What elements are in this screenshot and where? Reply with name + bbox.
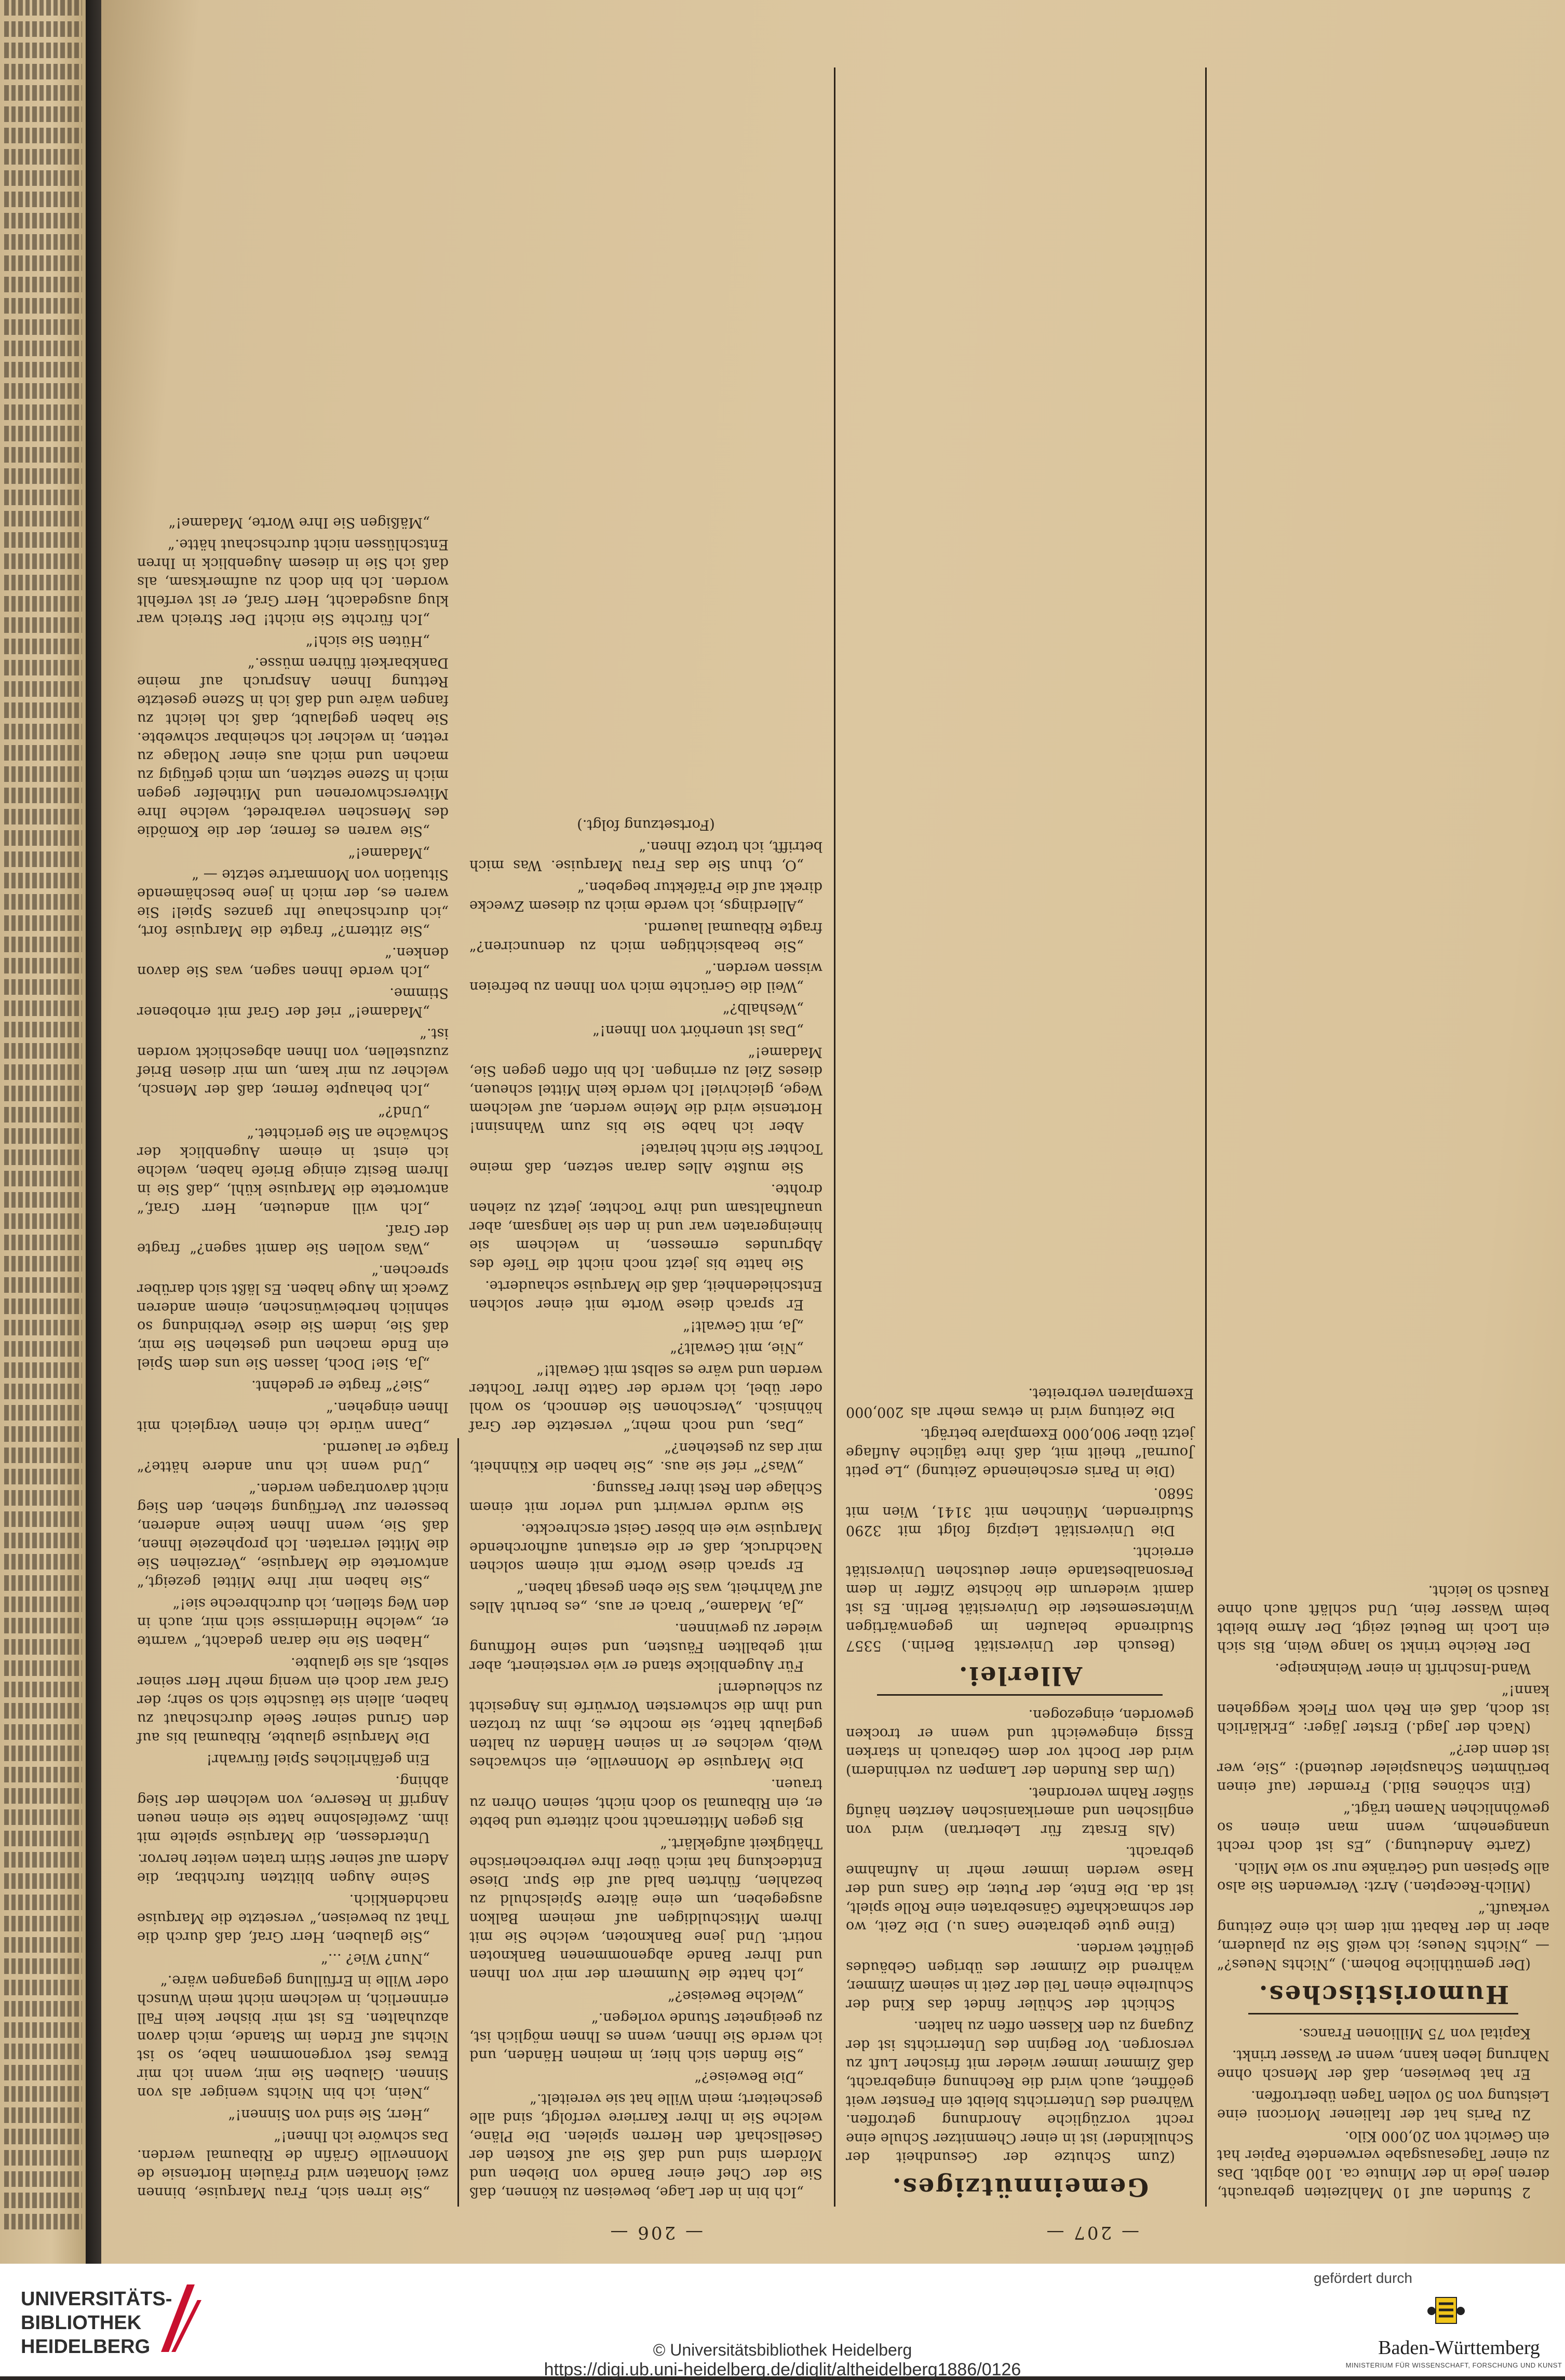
paragraph: „Ja, Madame,“ brach er aus, „es beruht Alles auf Wahrheit, was Sie eben gesagt haben.“: [469, 1580, 822, 1615]
adjacent-text-line: [4, 1746, 82, 1761]
adjacent-text-line: [4, 788, 82, 803]
paragraph: Die Universität Leipzig folgt mit 3290 Studirenden, München mit 3141, Wien mit 5680.: [846, 1485, 1194, 1538]
adjacent-text-line: [4, 979, 82, 995]
column-divider-right-a: [1205, 67, 1207, 2207]
library-name-line2: BIBLIOTHEK: [21, 2312, 142, 2334]
adjacent-text-line: [4, 1107, 82, 1123]
adjacent-text-line: [4, 575, 82, 590]
adjacent-text-line: [4, 1171, 82, 1186]
adjacent-text-line: [4, 894, 82, 910]
adjacent-text-line: [4, 1724, 82, 1740]
paragraph: „Allerdings, ich werde mich zu diesem Zwecke direkt auf die Präfektur begeben.“: [469, 879, 822, 914]
paragraph: „Und wenn ich nun andere hätte?“ fragte er lauernd.: [137, 1440, 449, 1475]
adjacent-text-line: [4, 149, 82, 165]
adjacent-text-line: [4, 1533, 82, 1548]
paragraph: Der Reiche trinkt so lange Wein, Bis sich ein Loch im Beutel zeigt, Der Arme bleibt beim Wasser fein, Und schläft auch ohne Rausch so leicht.: [1217, 1583, 1549, 1655]
paragraph: „O, thun Sie das Frau Marquise. Was mich betrifft, ich trotze Ihnen.“: [469, 839, 822, 873]
adjacent-text-line: [4, 851, 82, 867]
adjacent-text-line: [4, 0, 82, 16]
paragraph: Unterdessen, die Marquise spielte mit ihm. Zweifelsohne hatte sie einen neuen Angriff in Reserve, von welchem der Sieg abhing.: [137, 1773, 449, 1845]
adjacent-text-line: [4, 64, 82, 79]
page-number-left: — 206 —: [608, 2222, 703, 2243]
paragraph: (Fortsetzung folgt.): [577, 817, 715, 833]
adjacent-text-line: [4, 1150, 82, 1165]
adjacent-text-line: [4, 617, 82, 633]
paragraph: „Ich werde Ihnen sagen, was Sie davon denken.“: [137, 944, 449, 979]
paragraph: „Ich hatte die Nummern der mir von Ihnen und Ihrer Bande abgenommenen Banknoten notirt. Und jene Banknoten, welche Sie mit Ihrem Mitschuldigen auf meinem Balkon ausgegeben, um eine ältere Spielschuld zu bezahlen, führten bald auf die Spur. Diese Entdeckung hat mich über Ihre verbrecherische Thätigkeit aufgeklärt.“: [469, 1835, 822, 1982]
adjacent-text-line: [4, 1426, 82, 1442]
library-name-line3: HEIDELBERG: [21, 2336, 151, 2358]
adjacent-text-line: [4, 1618, 82, 1633]
funder-ministry: MINISTERIUM FÜR WISSENSCHAFT, FORSCHUNG UND KUNST: [1345, 2361, 1562, 2369]
adjacent-text-line: [4, 1384, 82, 1399]
adjacent-text-line: [4, 85, 82, 101]
paragraph: Ein gefährliches Spiel fürwahr!: [206, 1751, 430, 1767]
adjacent-text-line: [4, 1597, 82, 1612]
section-rule: [877, 1694, 1163, 1696]
paragraph: „Sie irren sich, Frau Marquise, binnen zwei Monaten wird Fräulein Hortensie de Monneville Gräfin de Ribaumal werden. Das schwöre ich Ihnen!“: [137, 2128, 449, 2200]
adjacent-text-line: [4, 745, 82, 761]
adjacent-text-line: [4, 1639, 82, 1655]
paragraph: Sie mußte Alles daran setzen, daß meine Tochter Sie nicht heirate!: [469, 1141, 822, 1175]
paragraph: „Die Beweise?“: [694, 2069, 804, 2085]
adjacent-text-line: [4, 511, 82, 526]
adjacent-text-line: [4, 1980, 82, 1995]
section-rule: [1248, 2013, 1518, 2014]
adjacent-text-line: [4, 468, 82, 484]
adjacent-text-line: [4, 1022, 82, 1037]
adjacent-text-line: [4, 2129, 82, 2144]
adjacent-text-line: [4, 1831, 82, 1846]
paragraph: „Ja, mit Gewalt!“: [683, 1318, 804, 1334]
adjacent-text-line: [4, 1852, 82, 1868]
paragraph: „Sie zittern?“ fragte die Marquise fort, „ich durchschaue Ihr ganzes Spiel! Sie waren es, der mich in jene beschämende Situation von Monmartre setzte — “: [137, 867, 449, 939]
adjacent-text-line: [4, 532, 82, 548]
adjacent-text-line: [4, 724, 82, 739]
paragraph: „Ich bin in der Lage, beweisen zu können, daß Sie der Chef einer Bande von Dieben und Mördern sind und daß Sie auf Kosten der Gesellschaft den Herren spielen. Die Pläne, welche Sie in Ihrer Karriere verfolgt, sind alle gescheitert; mein Wille hat sie vereitelt.“: [469, 2091, 822, 2200]
adjacent-text-line: [4, 553, 82, 569]
adjacent-text-line: [4, 2065, 82, 2080]
paragraph: „Haben Sie nie daran gedacht,“ warnte er, „welche Hindernisse sich mir, auch in den Weg stellen, ich durchbreche sie!“: [137, 1595, 449, 1649]
adjacent-text-line: [4, 1341, 82, 1357]
paragraph: (Um das Runden der Lampen zu verhindern) wird der Docht vor dem Gebrauch in starken Essig eingeweicht und wenn er trocken geworden, eingezogen.: [846, 1707, 1194, 1779]
paragraph: „Weil die Gerüchte mich von Ihnen zu befreien wissen werden.“: [469, 960, 822, 995]
paragraph: „Und?“: [378, 1103, 430, 1119]
adjacent-text-line: [4, 234, 82, 250]
paragraph: „Nun? Wie? ...“: [321, 1951, 430, 1967]
paragraph: (Der gemüthliche Bohem.) „Nichts Neues?“ — „Nichts Neues; ich weiß Sie zu plaudern, aber in der Rabatt mit dem ich eine Zeitung verkauft.“: [1217, 1900, 1549, 1972]
adjacent-text-line: [4, 1490, 82, 1506]
adjacent-text-line: [4, 660, 82, 675]
paragraph: Sie hatte bis jetzt noch nicht die Tiefe des Abgrundes ermessen, in welchem sie hineingeraten war und in den sie langsam, aber unaufhaltsam und ihre Tochter, jetzt zu ziehen drohte.: [469, 1181, 822, 1272]
paragraph: (Milch-Recepten.) Arzt: Verwenden Sie also alle Speisen und Getränke nur so wie Milch.: [1217, 1860, 1549, 1895]
paragraph: (Zum Schutze der Gesundheit der Schulkinder) ist in einer Chemnitzer Schule eine recht vorzügliche Anordnung getroffen. Während des Unterrichts bleibt ein Fenster weit geöffnet, auch wird die Rechnung eingebracht, daß Zimmer immer wieder mit frischer Luft zu versorgen. Vor Beginn des Unterrichts ist der Zugang zu den Klassen offen zu halten.: [846, 2018, 1194, 2165]
adjacent-text-line: [4, 490, 82, 505]
adjacent-text-line: [4, 1809, 82, 1825]
right-page-column-1: [846, 1163, 1194, 2201]
paragraph: Er hat bewiesen, daß der Mensch ohne Nahrung leben kann, wenn er Wasser trinkt.: [1217, 2047, 1549, 2082]
adjacent-text-line: [4, 2001, 82, 2017]
adjacent-text-line: [4, 1937, 82, 1953]
adjacent-text-line: [4, 1448, 82, 1463]
adjacent-text-line: [4, 681, 82, 697]
adjacent-page-strip: [0, 0, 86, 2264]
scanned-page: [101, 0, 1565, 2264]
adjacent-text-line: [4, 1320, 82, 1335]
adjacent-text-line: [4, 447, 82, 463]
adjacent-text-line: [4, 1895, 82, 1910]
adjacent-text-line: [4, 2193, 82, 2208]
adjacent-text-line: [4, 43, 82, 58]
adjacent-text-line: [4, 383, 82, 399]
paragraph: „Sie beabsichtigen mich zu denunciren?“ fragte Ribaumal lauernd.: [469, 919, 822, 954]
paragraph: „Sie waren es ferner, der die Komödie des Menschen verabredet, welche Ihre Mitverschworenen und Mithelfer gegen mich in Szene setzten, um mich gefügig zu machen und mich aus einer Notlage zu retten, in welcher ich scheinbar schwebte. Sie haben geglaubt, daß ich leicht zu fangen wäre und daß ich in Szene gesetzte Rettung Ihnen Anspruch auf meine Dankbarkeit führen müsse.“: [137, 655, 449, 839]
adjacent-text-line: [4, 426, 82, 441]
adjacent-text-line: [4, 1235, 82, 1250]
adjacent-text-line: [4, 1299, 82, 1314]
adjacent-text-line: [4, 1362, 82, 1378]
adjacent-text-line: [4, 1703, 82, 1719]
adjacent-text-line: [4, 1554, 82, 1570]
paragraph: Schicht der Schüler findet das Kind der Schulreihe einen Teil der Zeit in seinem Zimmer, während die Zimmer des übrigen Gebäudes gelüftet werden.: [846, 1940, 1194, 2012]
paragraph: „Ja, Sie! Doch, lassen Sie uns dem Spiel ein Ende machen und gestehen Sie mir, daß Sie, indem Sie diese Verbindung so sehnlich herbeiwünschen, einem anderen Zweck im Auge haben. Es läßt sich darüber sprechen.“: [137, 1262, 449, 1372]
funded-by-label: gefördert durch: [1314, 2270, 1412, 2286]
column-divider-center: [834, 67, 835, 2207]
adjacent-text-line: [4, 1256, 82, 1272]
adjacent-text-line: [4, 809, 82, 824]
paragraph: (Besuch der Universität Berlin.) 5357 Studirende belaufen im gegenwärtigen Wintersemester die Universität Berlin. Es ist damit wiederum die höchste Ziffer in dem Personalbestande einer deutschen Universität erreicht.: [846, 1544, 1194, 1654]
column-divider-left-a: [457, 1438, 459, 2207]
paragraph: „Ich will andeuten, Herr Graf,“ antwortete die Marquise kühl, „daß Sie in Ihrem Besitz einige Briefe haben, welche ich einst in einem Augenblick der Schwäche an Sie gerichtet.“: [137, 1125, 449, 1216]
adjacent-text-line: [4, 255, 82, 271]
paragraph: „Nie, mit Gewalt?“: [670, 1340, 804, 1356]
copyright-notice: © Universitätsbibliothek Heidelberg: [653, 2341, 912, 2359]
rotated-page-content: [101, 0, 1565, 2264]
paragraph: „Mäßigen Sie Ihre Worte, Madame!“: [168, 515, 430, 531]
paragraph: Für Augenblicke stand er wie versteinert, aber mit geballten Fäusten, und seine Hoffnung wieder zu gewinnen.: [469, 1620, 822, 1674]
section-title-allerlei: Allerlei.: [957, 1661, 1083, 1690]
page-number-right: — 207 —: [1044, 2222, 1139, 2243]
adjacent-text-line: [4, 1958, 82, 1974]
baden-wuerttemberg-coat-of-arms-icon: [1425, 2292, 1467, 2334]
paragraph: Kapital von 75 Millionen Francs.: [1298, 2025, 1531, 2041]
paragraph: „Madame!“ rief der Graf mit erhobener Stimme.: [137, 985, 449, 1020]
section-title-humoristisches: Humoristisches.: [1257, 1980, 1509, 2009]
adjacent-text-line: [4, 2214, 82, 2229]
paragraph: „Hüten Sie sich!“: [305, 633, 430, 649]
paragraph: (Zarte Andeutung.) „Es ist doch recht unangenehm, wenn man einen so gewöhnlichen Namen trägt.“: [1217, 1801, 1549, 1854]
paragraph: Zu Paris hat der Italiener Moriconi eine Leistung von 50 vollen Tagen übertroffen.: [1217, 2088, 1549, 2122]
paragraph: „Das ist unerhört von Ihnen!“: [592, 1022, 804, 1038]
paragraph: Wand-Inschrift in einer Weinkneipe.: [1275, 1660, 1531, 1676]
right-page-column-2: [1217, 1163, 1549, 2201]
adjacent-text-line: [4, 1192, 82, 1208]
adjacent-text-line: [4, 1873, 82, 1889]
paragraph: Er sprach diese Worte mit einem solchen Nachdruck, daß er die erstaunt aufhorchende Marquise wie ein böser Geist erschreckte.: [469, 1521, 822, 1574]
paragraph: Bis gegen Mitternacht noch zitterte und bebte er, ein Ribaumal so doch nicht, seinen Ohren zu trauen.: [469, 1776, 822, 1830]
paragraph: (Die in Paris erscheinende Zeitung) „Le petit Journal“ theilt mit, daß ihre tägliche Auflage jetzt über 900,000 Exemplare beträgt.: [846, 1426, 1194, 1479]
adjacent-text-line: [4, 639, 82, 654]
paragraph: „Sie?“ fragte er gedehnt.: [251, 1377, 430, 1394]
adjacent-text-line: [4, 1916, 82, 1931]
adjacent-text-line: [4, 319, 82, 335]
paragraph: „Ich fürchte Sie nicht! Der Streich war klug ausgedacht, Herr Graf, er ist verfehlt worden. Ich bin doch zu aufmerksam, als daß ich Sie in diesem Augenblick in Ihren Entschlüssen nicht durchschaut hätte.“: [137, 536, 449, 627]
paragraph: (Nach der Jagd.) Erster Jäger: „Erklärlich ist doch, daß ein Reh vom Fleck weggehen kann!“: [1217, 1682, 1549, 1736]
adjacent-text-line: [4, 1043, 82, 1059]
paragraph: „Nein, ich bin Nichts weniger als von Sinnen. Glauben Sie mir, wenn ich mir Etwas fest vorgenommen habe, so ist Nichts auf Erden im Stande, mich davon abzuhalten. Es ist mir bisher kein Fall erinnerlich, in welchem nicht mein Wunsch oder Wille in Erfüllung gegangen wäre.“: [137, 1972, 449, 2101]
adjacent-text-line: [4, 170, 82, 186]
paragraph: Die Marquise glaubte, Ribaumal bis auf den Grund seiner Seele durchschaut zu haben, allein sie täuschte sich so sehr; der Graf war doch ein wenig mehr Herr seiner selbst, als sie glaubte.: [137, 1655, 449, 1746]
adjacent-text-line: [4, 830, 82, 846]
left-page-column-1: [137, 515, 449, 2201]
paragraph: „Dann würde ich einen Vergleich mit Ihnen eingehen.“: [137, 1399, 449, 1434]
paragraph: „Sie haben mir Ihre Mittel gezeigt,“ antwortete die Marquise, „Verzeihen Sie die Mittel verraten. Ich prophezeie Ihnen, daß Sie, wenn Ihnen keine anderen, besseren zur Verfügung stehen, den Sieg nicht davontragen werden.“: [137, 1480, 449, 1590]
adjacent-text-line: [4, 1575, 82, 1591]
adjacent-text-line: [4, 766, 82, 782]
adjacent-text-line: [4, 1660, 82, 1676]
paragraph: (Ein schönes Bild.) Fremder (auf einen berühmten Schauspieler deutend): „Sie, wer ist denn der?“: [1217, 1741, 1549, 1795]
adjacent-text-line: [4, 1682, 82, 1697]
adjacent-text-line: [4, 1405, 82, 1421]
adjacent-text-line: [4, 2044, 82, 2059]
adjacent-text-line: [4, 1064, 82, 1080]
library-name-line1: UNIVERSITÄTS-: [21, 2288, 172, 2310]
adjacent-text-line: [4, 298, 82, 314]
paragraph: „Welche Beweise?“: [668, 1988, 804, 2004]
adjacent-text-line: [4, 106, 82, 122]
paragraph: „Madame!“: [348, 845, 430, 861]
paragraph: Die Marquise de Monneville, ein schwaches Weib, welches er in seinen Händen zu halten geglaubt hatte, sie mochte es, ihm zu trotzen und ihm die schwersten Vorwürfe ins Angesicht zu schleudern!: [469, 1680, 822, 1770]
funder-name: Baden-Württemberg: [1378, 2337, 1540, 2359]
adjacent-text-line: [4, 2150, 82, 2166]
paragraph: „Ich behaupte ferner, daß der Mensch, welcher zu mir kam, um mir diesen Brief zuzustellen, von Ihnen abgeschickt worden ist.“: [137, 1025, 449, 1098]
adjacent-text-line: [4, 873, 82, 888]
adjacent-text-line: [4, 2171, 82, 2187]
paragraph: „Was wollen Sie damit sagen?“ fragte der Graf.: [137, 1222, 449, 1256]
adjacent-text-line: [4, 404, 82, 420]
adjacent-text-line: [4, 21, 82, 37]
paragraph: „Sie finden sich hier, in meinen Händen, und ich werde Sie Ihnen, wenn es Ihnen möglich ist, zu geeigneter Stunde vorlegen.“: [469, 2010, 822, 2063]
paragraph: (Eine gute gebratene Gans u.) Die Zeit, wo der schmackhafte Gänsebraten eine Rolle spielt, ist da. Die Ente, der Puter, die Gans und der Hase werden immer mehr in Aufnahme gebracht.: [846, 1844, 1194, 1935]
left-page-column-2: [469, 817, 822, 2201]
adjacent-text-line: [4, 1213, 82, 1229]
adjacent-text-line: [4, 362, 82, 377]
adjacent-text-line: [4, 1086, 82, 1101]
paragraph: Seine Augen blitzten furchtbar, die Adern auf seiner Stirn traten weiter hervor.: [137, 1851, 449, 1886]
adjacent-text-line: [4, 1511, 82, 1527]
adjacent-text-line: [4, 192, 82, 207]
paragraph: Er sprach diese Worte mit einer solchen Entschiedenheit, daß die Marquise schauderte.: [469, 1278, 822, 1313]
adjacent-text-line: [4, 277, 82, 292]
adjacent-text-line: [4, 2022, 82, 2038]
adjacent-text-line: [4, 958, 82, 973]
adjacent-text-line: [4, 596, 82, 612]
adjacent-text-line: [4, 341, 82, 356]
paragraph: „Was?“ rief sie aus. „Sie haben die Kühnheit, mir das zu gestehen?“: [469, 1440, 822, 1475]
paragraph: (Als Ersatz für Lebertran) wird von englischen und amerikanischen Aerzten häufig süßer Rahm verordnet.: [846, 1784, 1194, 1838]
adjacent-text-line: [4, 1469, 82, 1484]
paragraph: „Das, und noch mehr,“ versetzte der Graf höhnisch. „Verschonen Sie dennoch, so wohl oder übel, ich werde der Gatte Ihrer Tochter werden und wäre es selbst mit Gewalt!“: [469, 1362, 822, 1434]
viewer-footer: [0, 2264, 1565, 2379]
paragraph: Sie wurde verwirrt und verlor mit einem Schlage den Rest ihrer Fassung.: [469, 1480, 822, 1515]
adjacent-text-line: [4, 1788, 82, 1804]
adjacent-text-line: [4, 2107, 82, 2123]
paragraph: Die Zeitung wird in etwas mehr als 200,000 Exemplaren verbreitet.: [846, 1385, 1194, 1420]
permalink-url[interactable]: https://digi.ub.uni-heidelberg.de/diglit/altheidelberg1886/0126: [544, 2360, 1021, 2379]
adjacent-text-line: [4, 1277, 82, 1293]
adjacent-text-line: [4, 1128, 82, 1144]
paragraph: 2 Stunden auf 10 Mahlzeiten gebraucht, deren jede in der Minute ca. 100 abgibt. Das zu einer Tagesausgabe verwendete Papier hat ein Gewicht von 20,000 Kilo.: [1217, 2128, 1549, 2200]
adjacent-text-line: [4, 213, 82, 228]
adjacent-text-line: [4, 937, 82, 952]
paragraph: „Weshalb?“: [722, 1000, 804, 1017]
adjacent-text-line: [4, 2086, 82, 2102]
adjacent-text-line: [4, 1767, 82, 1782]
paragraph: „Sie glauben, Herr Graf, daß durch die That zu beweisen,“ versetzte die Marquise nachdenklich.: [137, 1891, 449, 1945]
adjacent-text-line: [4, 915, 82, 931]
adjacent-text-line: [4, 128, 82, 143]
adjacent-text-line: [4, 1000, 82, 1016]
paragraph: „Herr, Sie sind von Sinnen!“: [228, 2106, 430, 2122]
paragraph: Aber ich habe Sie bis zum Wahnsinn! Hortensie wird die Meine werden, auf welchem Wege, gleichviel! Ich werde kein Mittel scheuen, dieses Ziel zu erringen. Ich bin offen gegen Sie, Madame!“: [469, 1044, 822, 1135]
section-title-gemeinnuetziges: Gemeinnütziges.: [891, 2172, 1149, 2201]
adjacent-text-line: [4, 702, 82, 718]
